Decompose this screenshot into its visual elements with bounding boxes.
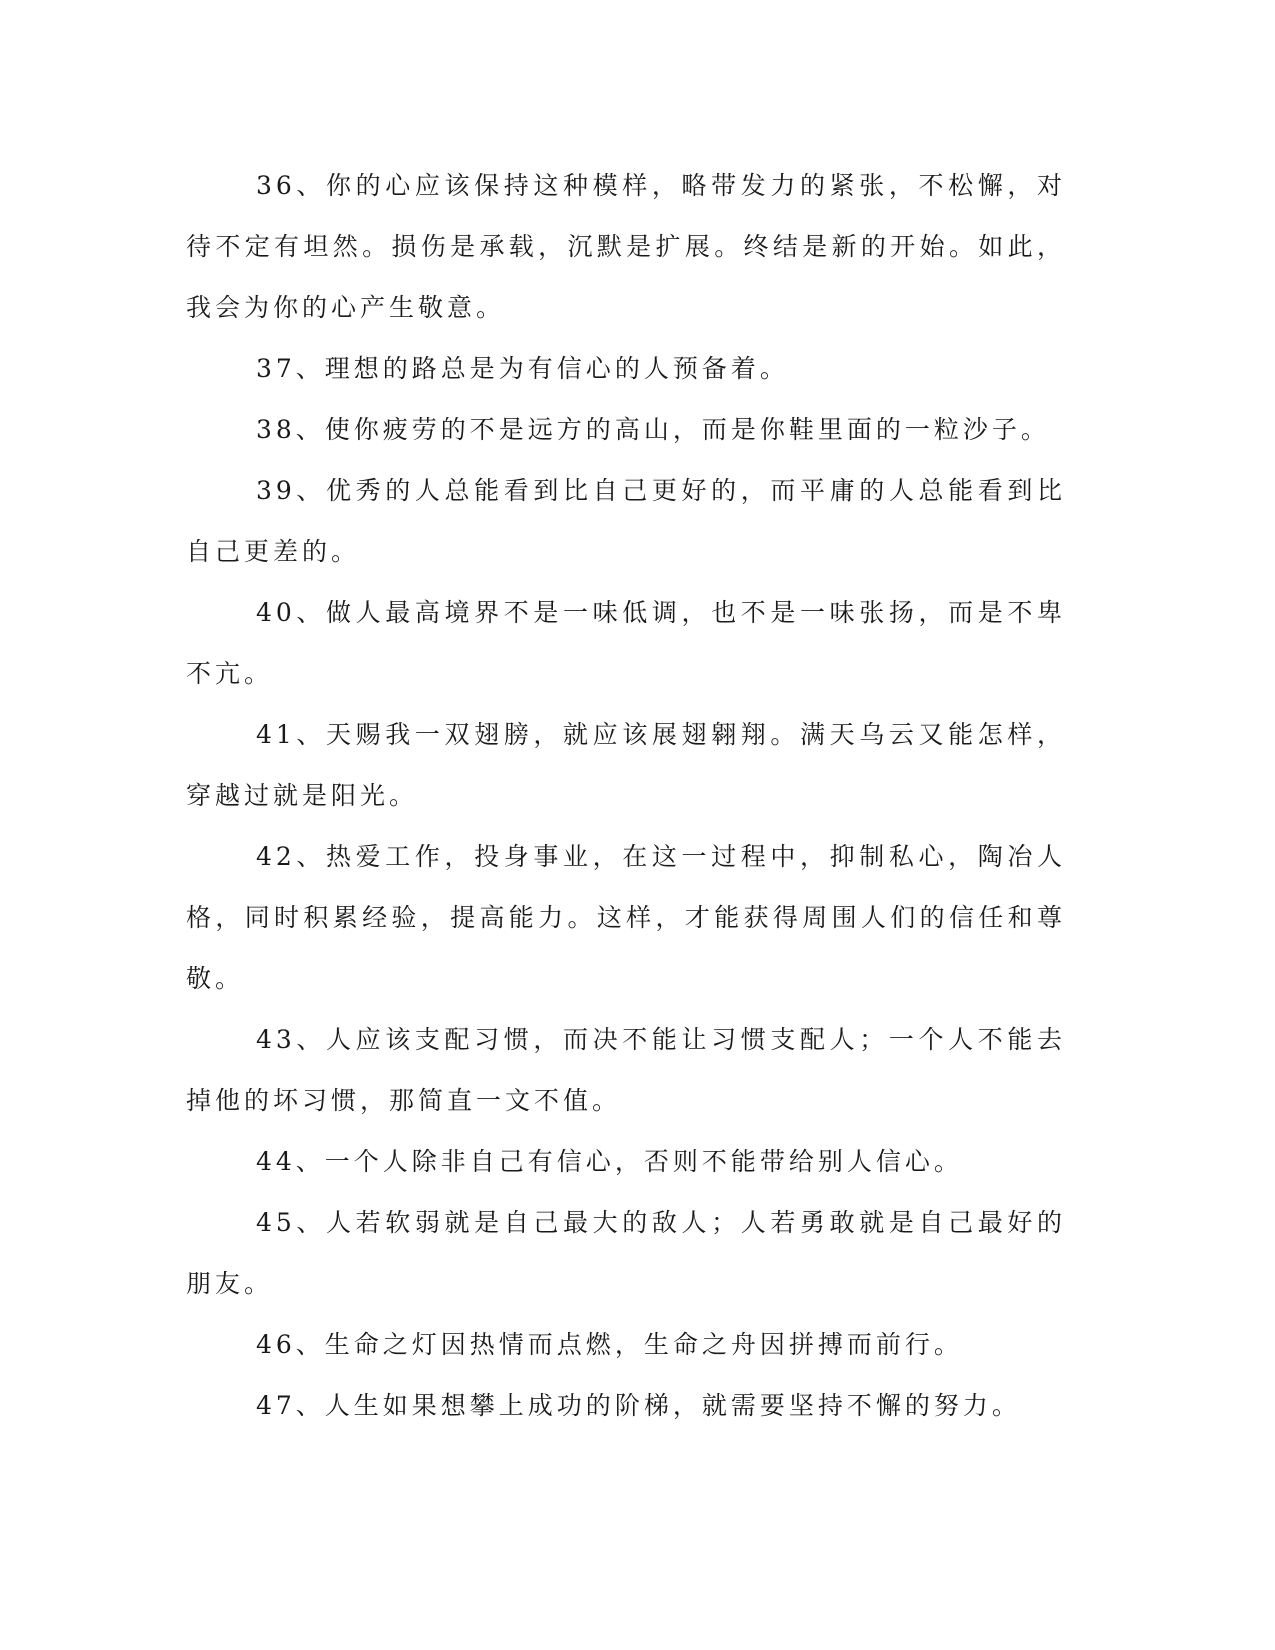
quote-paragraph-36: 36、你的心应该保持这种模样，略带发力的紧张，不松懈，对待不定有坦然。损伤是承载，沉默是扩展。终结是新的开始。如此，我会为你的心产生敬意。 [186,171,1066,322]
quote-paragraph-39: 39、优秀的人总能看到比自己更好的，而平庸的人总能看到比自己更差的。 [186,476,1066,566]
quote-paragraph-46: 46、生命之灯因热情而点燃，生命之舟因拼搏而前行。 [256,1330,963,1359]
quote-paragraph-41: 41、天赐我一双翅膀，就应该展翅翱翔。满天乌云又能怎样，穿越过就是阳光。 [186,720,1066,810]
quote-paragraph-42: 42、热爱工作，投身事业，在这一过程中，抑制私心，陶冶人格，同时积累经验，提高能力。这样，才能获得周围人们的信任和尊敬。 [186,842,1066,993]
quote-paragraph-44: 44、一个人除非自己有信心，否则不能带给别人信心。 [256,1147,963,1176]
quote-paragraph-37: 37、理想的路总是为有信心的人预备着。 [256,354,789,383]
quote-paragraph-38: 38、使你疲劳的不是远方的高山，而是你鞋里面的一粒沙子。 [256,415,1050,444]
quote-paragraph-43: 43、人应该支配习惯，而决不能让习惯支配人；一个人不能去掉他的坏习惯，那简直一文不值。 [186,1025,1066,1115]
document-body [186,155,1066,1436]
quote-paragraph-40: 40、做人最高境界不是一味低调，也不是一味张扬，而是不卑不亢。 [186,598,1066,688]
quote-paragraph-47: 47、人生如果想攀上成功的阶梯，就需要坚持不懈的努力。 [256,1391,1021,1420]
quote-paragraph-45: 45、人若软弱就是自己最大的敌人；人若勇敢就是自己最好的朋友。 [186,1208,1066,1298]
